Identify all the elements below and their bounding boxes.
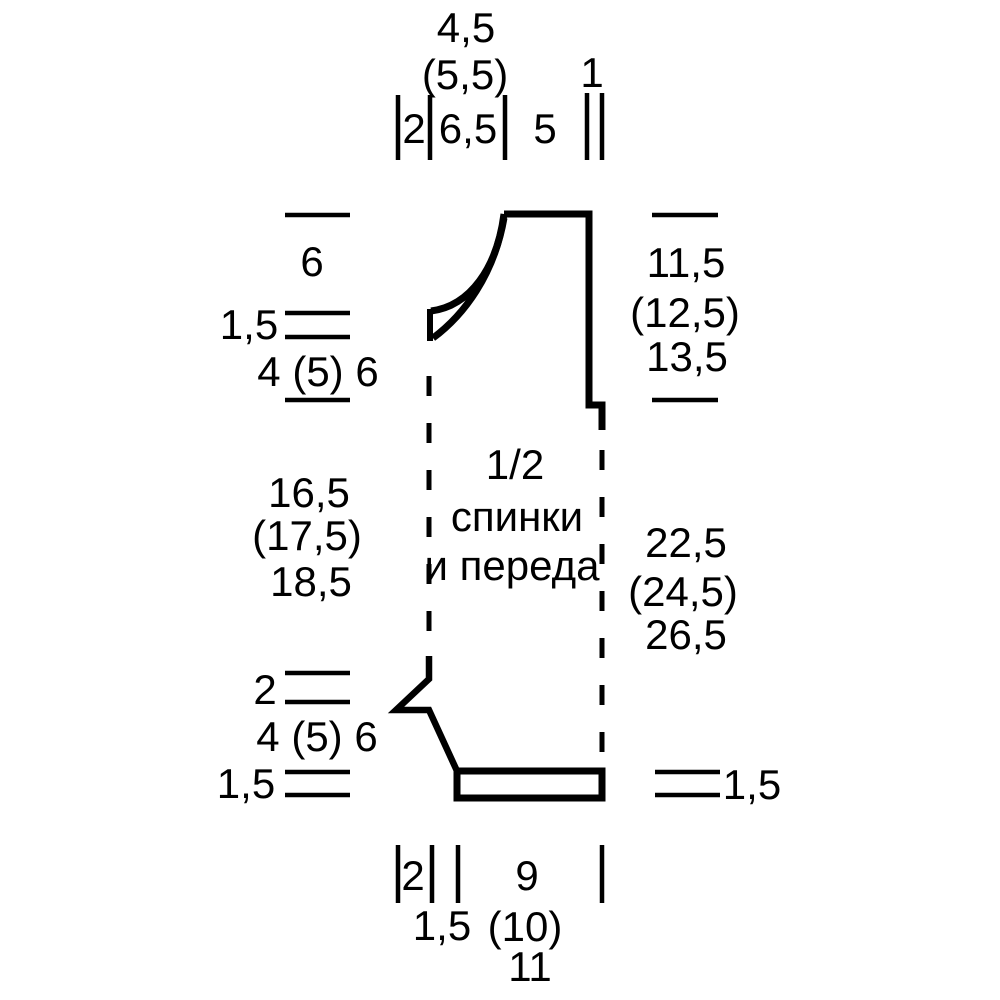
label-front-neck-sizes: 4 (5) 6 [257, 348, 379, 395]
label-shoulder-width: 5 [533, 105, 557, 152]
label-side-length-size2: (24,5) [628, 568, 738, 615]
hem-notch [396, 656, 457, 771]
piece-name-line2: спинки [450, 493, 584, 540]
label-hem-width-size1: 9 [515, 852, 539, 899]
piece-name-line1: 1/2 [485, 441, 545, 488]
label-top-notch-width: 2 [402, 105, 426, 152]
label-upper-length-size1: 16,5 [268, 469, 350, 516]
label-neck-depth-diff: 1,5 [219, 301, 279, 348]
label-neck-width-size3: 6,5 [438, 105, 498, 152]
label-notch-height: 2 [253, 666, 277, 713]
label-armhole-size1: 11,5 [646, 239, 726, 286]
front-neckline-curve [433, 218, 504, 338]
top-measure-ticks [398, 93, 602, 160]
label-band-height-left: 1,5 [216, 760, 276, 807]
label-armhole-size2: (12,5) [630, 289, 740, 336]
label-upper-length-size3: 18,5 [270, 558, 352, 605]
label-bottom-offset: 1,5 [412, 902, 472, 949]
label-hem-width-size3: 11 [508, 943, 552, 990]
label-back-neck-depth: 6 [300, 238, 324, 285]
shoulder-and-side-line [504, 214, 602, 430]
bottom-measure-ticks [398, 845, 602, 903]
label-notch-sizes: 4 (5) 6 [256, 713, 378, 760]
bottom-band [457, 771, 602, 798]
label-step-width: 1 [580, 49, 604, 96]
label-neck-width-size2: (5,5) [421, 51, 509, 98]
label-armhole-size3: 13,5 [646, 333, 728, 380]
piece-name-line3: и переда [424, 542, 600, 589]
label-hem-width-size2: (10) [487, 903, 563, 950]
label-neck-width-size1: 4,5 [436, 4, 496, 51]
label-side-length-size3: 26,5 [645, 611, 727, 658]
label-side-length-size1: 22,5 [645, 519, 727, 566]
label-bottom-notch-width: 2 [401, 852, 425, 899]
label-band-height-right: 1,5 [722, 761, 782, 808]
label-upper-length-size2: (17,5) [252, 512, 362, 559]
